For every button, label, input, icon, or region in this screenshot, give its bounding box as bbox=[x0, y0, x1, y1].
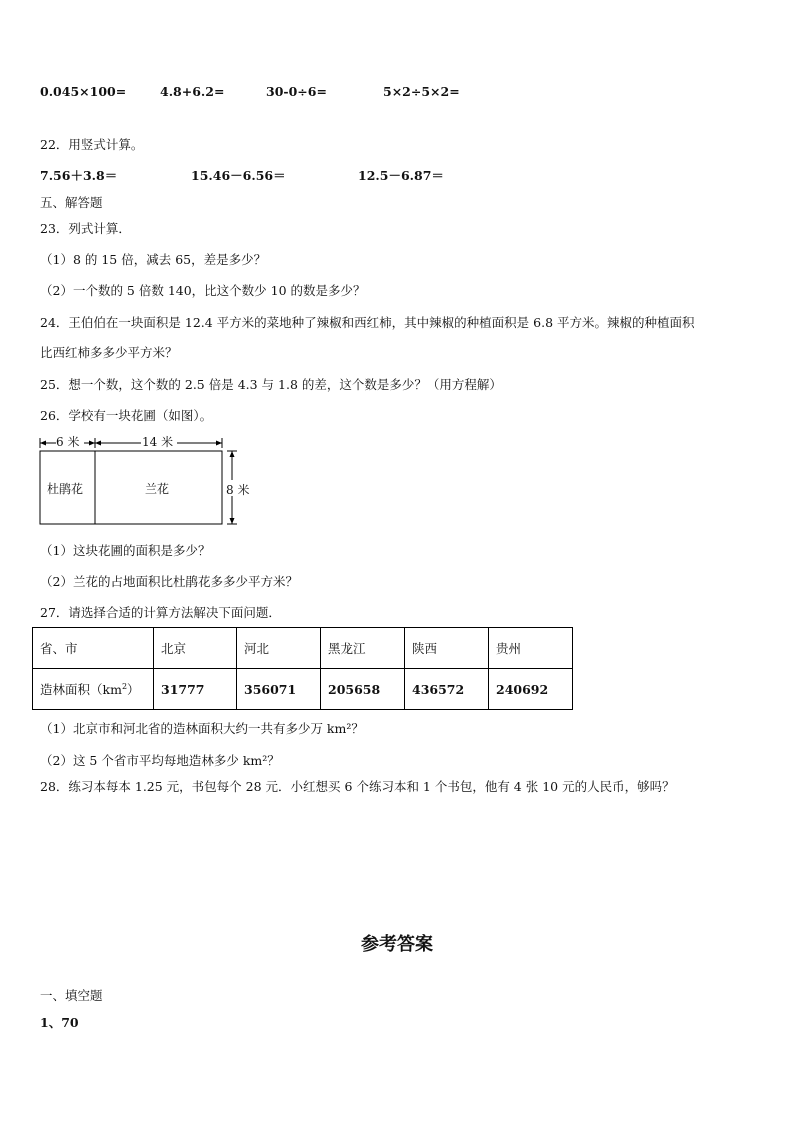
dim-label-height: 8 米 bbox=[226, 483, 250, 497]
afforestation-table bbox=[32, 627, 573, 710]
q26-title: 26．学校有一块花圃（如图）。 bbox=[40, 408, 213, 423]
q27-part-2: （2）这 5 个省市平均每地造林多少 km²？ bbox=[40, 753, 280, 768]
calc-item-4: 5×2÷5×2= bbox=[383, 84, 460, 99]
q23-part-1: （1）8 的 15 倍，减去 65，差是多少？ bbox=[40, 252, 267, 267]
table-row-label: 造林面积$(km^2)$ bbox=[33, 669, 154, 710]
table-cell: 205658 bbox=[321, 669, 405, 710]
table-header-cell: 省、市 bbox=[33, 628, 154, 669]
q22-item-3: 12.5－6.87＝ bbox=[358, 168, 444, 183]
table-header-row bbox=[33, 628, 573, 669]
q24-line-2: 比西红柿多多少平方米？ bbox=[40, 345, 178, 360]
answers-section: 一、填空题 bbox=[40, 988, 103, 1003]
table-header-cell: 陕西 bbox=[405, 628, 489, 669]
dim-label-left: 6 米 bbox=[56, 435, 80, 449]
table-header-cell: 河北 bbox=[237, 628, 321, 669]
table-row bbox=[33, 669, 573, 710]
answer-1: 1、70 bbox=[40, 1015, 79, 1030]
table-cell: 436572 bbox=[405, 669, 489, 710]
region-label-left: 杜鹃花 bbox=[47, 482, 84, 496]
q22-item-1: 7.56＋3.8＝ bbox=[40, 168, 118, 183]
answers-title: 参考答案 bbox=[361, 934, 433, 955]
q26-part-1: （1）这块花圃的面积是多少？ bbox=[40, 543, 211, 558]
calc-item-2: 4.8+6.2= bbox=[160, 84, 225, 99]
table-cell: 31777 bbox=[154, 669, 237, 710]
q22-title: 22．用竖式计算。 bbox=[40, 137, 144, 152]
table-cell: 240692 bbox=[489, 669, 573, 710]
table-header-cell: 黑龙江 bbox=[321, 628, 405, 669]
q27-part-1: （1）北京市和河北省的造林面积大约一共有多少万 km²？ bbox=[40, 721, 364, 736]
q24-line-1: 24．王伯伯在一块面积是 12.4 平方米的菜地种了辣椒和西红柿，其中辣椒的种植面积是 6.8 平方米。辣椒的种植面积 bbox=[40, 315, 695, 330]
q22-item-2: 15.46－6.56＝ bbox=[191, 168, 286, 183]
region-label-right: 兰花 bbox=[145, 482, 170, 496]
q26-part-2: （2）兰花的占地面积比杜鹃花多多少平方米？ bbox=[40, 574, 298, 589]
calc-item-3: 30-0÷6= bbox=[266, 84, 327, 99]
q23-title: 23．列式计算． bbox=[40, 221, 131, 236]
q27-title: 27．请选择合适的计算方法解决下面问题． bbox=[40, 605, 281, 620]
dim-label-right: 14 米 bbox=[142, 435, 174, 449]
calc-item-1: 0.045×100= bbox=[40, 84, 127, 99]
garden-figure bbox=[36, 434, 256, 529]
section-heading: 五、解答题 bbox=[40, 195, 103, 210]
table-header-cell: 贵州 bbox=[489, 628, 573, 669]
table-cell: 356071 bbox=[237, 669, 321, 710]
q25-text: 25．想一个数，这个数的 2.5 倍是 4.3 与 1.8 的差，这个数是多少？（用方程解） bbox=[40, 377, 502, 392]
q23-part-2: （2）一个数的 5 倍数 140，比这个数少 10 的数是多少？ bbox=[40, 283, 366, 298]
q28-text: 28．练习本每本 1.25 元，书包每个 28 元．小红想买 6 个练习本和 1 个书包，他有 4 张 10 元的人民币，够吗？ bbox=[40, 779, 675, 794]
table-header-cell: 北京 bbox=[154, 628, 237, 669]
